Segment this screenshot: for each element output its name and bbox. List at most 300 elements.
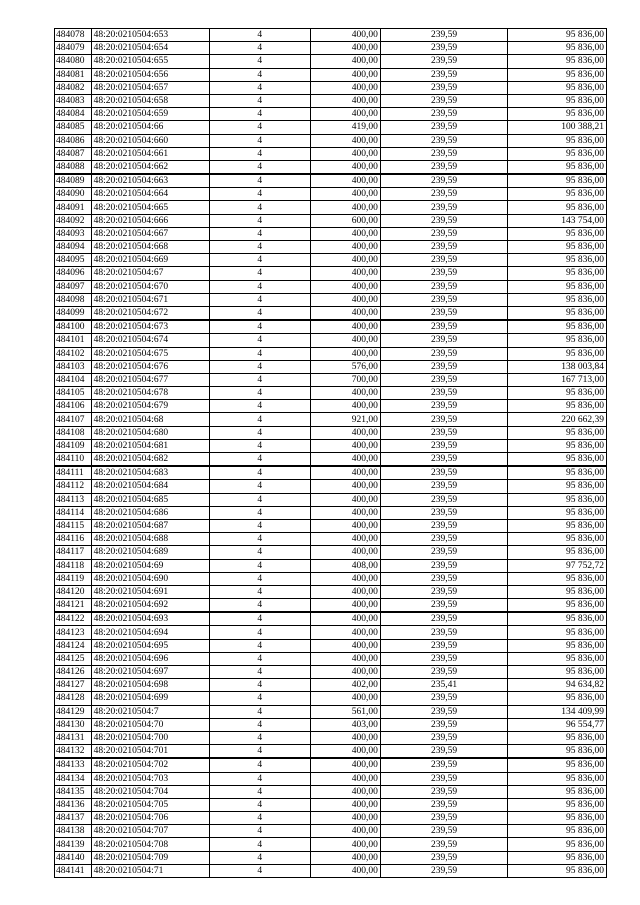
row-number-cell: 484120 <box>55 585 92 598</box>
table-row <box>55 360 607 373</box>
area-cell: 400,00 <box>310 493 380 506</box>
category-cell: 4 <box>209 506 310 519</box>
specific-value-cell: 239,59 <box>380 745 507 759</box>
row-number-cell: 484097 <box>55 280 92 293</box>
cadastral-value-cell: 95 836,00 <box>508 466 607 480</box>
cadastral-number-cell: 48:20:0210504:678 <box>91 387 209 400</box>
area-cell: 400,00 <box>310 81 380 94</box>
row-number-cell: 484101 <box>55 334 92 347</box>
cadastral-number-cell: 48:20:0210504:7 <box>91 705 209 718</box>
cadastral-number-cell: 48:20:0210504:707 <box>91 825 209 838</box>
row-number-cell: 484100 <box>55 320 92 334</box>
cadastral-value-cell: 100 388,21 <box>508 121 607 134</box>
area-cell: 400,00 <box>310 533 380 546</box>
row-number-cell: 484087 <box>55 147 92 160</box>
cadastral-value-cell: 95 836,00 <box>508 506 607 519</box>
row-number-cell: 484094 <box>55 241 92 254</box>
cadastral-number-cell: 48:20:0210504:706 <box>91 812 209 825</box>
category-cell: 4 <box>209 55 310 68</box>
table-row <box>55 864 607 877</box>
cadastral-number-cell: 48:20:0210504:702 <box>91 758 209 772</box>
table-row <box>55 785 607 798</box>
table-row <box>55 838 607 851</box>
row-number-cell: 484125 <box>55 652 92 665</box>
area-cell: 400,00 <box>310 439 380 452</box>
row-number-cell: 484141 <box>55 864 92 877</box>
cadastral-value-cell: 95 836,00 <box>508 731 607 744</box>
row-number-cell: 484093 <box>55 227 92 240</box>
table-row <box>55 546 607 559</box>
area-cell: 400,00 <box>310 320 380 334</box>
category-cell: 4 <box>209 453 310 467</box>
area-cell: 400,00 <box>310 480 380 493</box>
cadastral-number-cell: 48:20:0210504:703 <box>91 772 209 785</box>
table-row <box>55 267 607 280</box>
specific-value-cell: 239,59 <box>380 506 507 519</box>
specific-value-cell: 239,59 <box>380 705 507 718</box>
table-row <box>55 160 607 174</box>
table-row <box>55 453 607 467</box>
category-cell: 4 <box>209 413 310 426</box>
table-row <box>55 519 607 532</box>
category-cell: 4 <box>209 533 310 546</box>
category-cell: 4 <box>209 267 310 280</box>
table-body <box>55 29 607 878</box>
cadastral-value-cell: 95 836,00 <box>508 666 607 679</box>
row-number-cell: 484083 <box>55 94 92 107</box>
cadastral-value-cell: 95 836,00 <box>508 254 607 267</box>
table-row <box>55 29 607 42</box>
specific-value-cell: 239,59 <box>380 692 507 705</box>
area-cell: 408,00 <box>310 559 380 572</box>
specific-value-cell: 239,59 <box>380 227 507 240</box>
table-row <box>55 798 607 811</box>
area-cell: 400,00 <box>310 519 380 532</box>
area-cell: 400,00 <box>310 864 380 877</box>
category-cell: 4 <box>209 718 310 731</box>
cadastral-value-cell: 95 836,00 <box>508 825 607 838</box>
category-cell: 4 <box>209 426 310 439</box>
area-cell: 561,00 <box>310 705 380 718</box>
category-cell: 4 <box>209 241 310 254</box>
specific-value-cell: 239,59 <box>380 772 507 785</box>
cadastral-number-cell: 48:20:0210504:665 <box>91 201 209 214</box>
specific-value-cell: 239,59 <box>380 785 507 798</box>
table-row <box>55 426 607 439</box>
area-cell: 400,00 <box>310 731 380 744</box>
cadastral-value-cell: 95 836,00 <box>508 785 607 798</box>
area-cell: 400,00 <box>310 68 380 81</box>
table-row <box>55 718 607 731</box>
table-row <box>55 745 607 759</box>
table-row <box>55 626 607 639</box>
table-row <box>55 599 607 613</box>
cadastral-value-cell: 96 554,77 <box>508 718 607 731</box>
category-cell: 4 <box>209 320 310 334</box>
category-cell: 4 <box>209 147 310 160</box>
specific-value-cell: 239,59 <box>380 214 507 227</box>
cadastral-number-cell: 48:20:0210504:67 <box>91 267 209 280</box>
cadastral-value-cell: 95 836,00 <box>508 134 607 147</box>
area-cell: 921,00 <box>310 413 380 426</box>
row-number-cell: 484079 <box>55 42 92 55</box>
category-cell: 4 <box>209 838 310 851</box>
cadastral-value-cell: 220 662,39 <box>508 413 607 426</box>
specific-value-cell: 239,59 <box>380 360 507 373</box>
cadastral-number-cell: 48:20:0210504:680 <box>91 426 209 439</box>
row-number-cell: 484115 <box>55 519 92 532</box>
category-cell: 4 <box>209 772 310 785</box>
table-row <box>55 705 607 718</box>
row-number-cell: 484121 <box>55 599 92 613</box>
row-number-cell: 484117 <box>55 546 92 559</box>
row-number-cell: 484084 <box>55 108 92 121</box>
specific-value-cell: 239,59 <box>380 439 507 452</box>
table-row <box>55 825 607 838</box>
table-row <box>55 373 607 386</box>
specific-value-cell: 239,59 <box>380 533 507 546</box>
cadastral-value-cell: 95 836,00 <box>508 426 607 439</box>
cadastral-value-cell: 95 836,00 <box>508 160 607 174</box>
area-cell: 400,00 <box>310 838 380 851</box>
category-cell: 4 <box>209 825 310 838</box>
specific-value-cell: 239,59 <box>380 68 507 81</box>
specific-value-cell: 239,59 <box>380 798 507 811</box>
table-row <box>55 559 607 572</box>
row-number-cell: 484080 <box>55 55 92 68</box>
specific-value-cell: 239,59 <box>380 280 507 293</box>
specific-value-cell: 239,59 <box>380 413 507 426</box>
category-cell: 4 <box>209 29 310 42</box>
table-row <box>55 639 607 652</box>
cadastral-value-cell: 95 836,00 <box>508 572 607 585</box>
area-cell: 400,00 <box>310 745 380 759</box>
cadastral-number-cell: 48:20:0210504:658 <box>91 94 209 107</box>
specific-value-cell: 239,59 <box>380 639 507 652</box>
cadastral-number-cell: 48:20:0210504:694 <box>91 626 209 639</box>
specific-value-cell: 239,59 <box>380 559 507 572</box>
specific-value-cell: 239,59 <box>380 453 507 467</box>
row-number-cell: 484118 <box>55 559 92 572</box>
row-number-cell: 484112 <box>55 480 92 493</box>
cadastral-value-cell: 95 836,00 <box>508 612 607 626</box>
row-number-cell: 484108 <box>55 426 92 439</box>
cadastral-value-cell: 95 836,00 <box>508 306 607 320</box>
specific-value-cell: 239,59 <box>380 293 507 306</box>
area-cell: 400,00 <box>310 666 380 679</box>
cadastral-value-cell: 95 836,00 <box>508 147 607 160</box>
specific-value-cell: 239,59 <box>380 254 507 267</box>
cadastral-number-cell: 48:20:0210504:675 <box>91 347 209 360</box>
area-cell: 400,00 <box>310 626 380 639</box>
row-number-cell: 484109 <box>55 439 92 452</box>
category-cell: 4 <box>209 108 310 121</box>
row-number-cell: 484088 <box>55 160 92 174</box>
category-cell: 4 <box>209 42 310 55</box>
area-cell: 400,00 <box>310 201 380 214</box>
specific-value-cell: 239,59 <box>380 493 507 506</box>
table-row <box>55 306 607 320</box>
cadastral-number-cell: 48:20:0210504:69 <box>91 559 209 572</box>
area-cell: 400,00 <box>310 280 380 293</box>
area-cell: 400,00 <box>310 227 380 240</box>
table-row <box>55 812 607 825</box>
area-cell: 419,00 <box>310 121 380 134</box>
cadastral-value-cell: 143 754,00 <box>508 214 607 227</box>
category-cell: 4 <box>209 493 310 506</box>
cadastral-number-cell: 48:20:0210504:692 <box>91 599 209 613</box>
row-number-cell: 484132 <box>55 745 92 759</box>
area-cell: 400,00 <box>310 506 380 519</box>
specific-value-cell: 239,59 <box>380 334 507 347</box>
row-number-cell: 484085 <box>55 121 92 134</box>
row-number-cell: 484103 <box>55 360 92 373</box>
category-cell: 4 <box>209 692 310 705</box>
specific-value-cell: 239,59 <box>380 812 507 825</box>
category-cell: 4 <box>209 334 310 347</box>
table-row <box>55 413 607 426</box>
category-cell: 4 <box>209 864 310 877</box>
area-cell: 400,00 <box>310 334 380 347</box>
table-row <box>55 772 607 785</box>
row-number-cell: 484111 <box>55 466 92 480</box>
cadastral-value-cell: 95 836,00 <box>508 320 607 334</box>
category-cell: 4 <box>209 626 310 639</box>
specific-value-cell: 239,59 <box>380 201 507 214</box>
row-number-cell: 484091 <box>55 201 92 214</box>
category-cell: 4 <box>209 758 310 772</box>
cadastral-number-cell: 48:20:0210504:698 <box>91 679 209 692</box>
row-number-cell: 484136 <box>55 798 92 811</box>
category-cell: 4 <box>209 559 310 572</box>
cadastral-number-cell: 48:20:0210504:684 <box>91 480 209 493</box>
row-number-cell: 484082 <box>55 81 92 94</box>
table-row <box>55 121 607 134</box>
table-row <box>55 585 607 598</box>
cadastral-value-cell: 95 836,00 <box>508 280 607 293</box>
category-cell: 4 <box>209 785 310 798</box>
specific-value-cell: 239,59 <box>380 42 507 55</box>
category-cell: 4 <box>209 480 310 493</box>
row-number-cell: 484133 <box>55 758 92 772</box>
row-number-cell: 484140 <box>55 851 92 864</box>
category-cell: 4 <box>209 360 310 373</box>
category-cell: 4 <box>209 201 310 214</box>
specific-value-cell: 239,59 <box>380 585 507 598</box>
row-number-cell: 484123 <box>55 626 92 639</box>
cadastral-value-cell: 95 836,00 <box>508 745 607 759</box>
row-number-cell: 484095 <box>55 254 92 267</box>
category-cell: 4 <box>209 731 310 744</box>
table-row <box>55 506 607 519</box>
category-cell: 4 <box>209 121 310 134</box>
cadastral-value-cell: 95 836,00 <box>508 692 607 705</box>
row-number-cell: 484126 <box>55 666 92 679</box>
category-cell: 4 <box>209 134 310 147</box>
area-cell: 400,00 <box>310 134 380 147</box>
cadastral-value-cell: 95 836,00 <box>508 227 607 240</box>
cadastral-number-cell: 48:20:0210504:673 <box>91 320 209 334</box>
cadastral-number-cell: 48:20:0210504:663 <box>91 174 209 188</box>
area-cell: 400,00 <box>310 612 380 626</box>
category-cell: 4 <box>209 174 310 188</box>
category-cell: 4 <box>209 666 310 679</box>
area-cell: 400,00 <box>310 29 380 42</box>
area-cell: 400,00 <box>310 572 380 585</box>
area-cell: 400,00 <box>310 453 380 467</box>
category-cell: 4 <box>209 599 310 613</box>
cadastral-number-cell: 48:20:0210504:679 <box>91 400 209 413</box>
table-row <box>55 851 607 864</box>
area-cell: 400,00 <box>310 546 380 559</box>
cadastral-value-cell: 95 836,00 <box>508 81 607 94</box>
table-row <box>55 347 607 360</box>
table-row <box>55 612 607 626</box>
area-cell: 600,00 <box>310 214 380 227</box>
specific-value-cell: 239,59 <box>380 626 507 639</box>
specific-value-cell: 239,59 <box>380 426 507 439</box>
row-number-cell: 484116 <box>55 533 92 546</box>
row-number-cell: 484138 <box>55 825 92 838</box>
cadastral-number-cell: 48:20:0210504:666 <box>91 214 209 227</box>
category-cell: 4 <box>209 652 310 665</box>
cadastral-value-cell: 95 836,00 <box>508 798 607 811</box>
specific-value-cell: 239,59 <box>380 188 507 201</box>
specific-value-cell: 239,59 <box>380 666 507 679</box>
cadastral-value-cell: 95 836,00 <box>508 599 607 613</box>
cadastral-number-cell: 48:20:0210504:670 <box>91 280 209 293</box>
row-number-cell: 484114 <box>55 506 92 519</box>
cadastral-number-cell: 48:20:0210504:654 <box>91 42 209 55</box>
specific-value-cell: 235,41 <box>380 679 507 692</box>
area-cell: 400,00 <box>310 652 380 665</box>
table-row <box>55 227 607 240</box>
row-number-cell: 484137 <box>55 812 92 825</box>
category-cell: 4 <box>209 94 310 107</box>
specific-value-cell: 239,59 <box>380 480 507 493</box>
cadastral-number-cell: 48:20:0210504:664 <box>91 188 209 201</box>
cadastral-number-cell: 48:20:0210504:704 <box>91 785 209 798</box>
area-cell: 400,00 <box>310 147 380 160</box>
area-cell: 400,00 <box>310 254 380 267</box>
cadastral-number-cell: 48:20:0210504:705 <box>91 798 209 811</box>
table-row <box>55 42 607 55</box>
category-cell: 4 <box>209 188 310 201</box>
category-cell: 4 <box>209 572 310 585</box>
row-number-cell: 484098 <box>55 293 92 306</box>
specific-value-cell: 239,59 <box>380 160 507 174</box>
specific-value-cell: 239,59 <box>380 758 507 772</box>
cadastral-number-cell: 48:20:0210504:672 <box>91 306 209 320</box>
cadastral-number-cell: 48:20:0210504:671 <box>91 293 209 306</box>
row-number-cell: 484135 <box>55 785 92 798</box>
cadastral-value-cell: 95 836,00 <box>508 241 607 254</box>
cadastral-value-cell: 95 836,00 <box>508 400 607 413</box>
table-row <box>55 572 607 585</box>
area-cell: 400,00 <box>310 347 380 360</box>
cadastral-value-cell: 95 836,00 <box>508 519 607 532</box>
area-cell: 400,00 <box>310 812 380 825</box>
cadastral-value-cell: 95 836,00 <box>508 758 607 772</box>
cadastral-number-cell: 48:20:0210504:668 <box>91 241 209 254</box>
table-row <box>55 134 607 147</box>
category-cell: 4 <box>209 214 310 227</box>
category-cell: 4 <box>209 387 310 400</box>
area-cell: 400,00 <box>310 639 380 652</box>
cadastral-number-cell: 48:20:0210504:690 <box>91 572 209 585</box>
cadastral-value-cell: 95 836,00 <box>508 334 607 347</box>
cadastral-value-cell: 95 836,00 <box>508 108 607 121</box>
specific-value-cell: 239,59 <box>380 652 507 665</box>
cadastral-value-cell: 95 836,00 <box>508 812 607 825</box>
specific-value-cell: 239,59 <box>380 306 507 320</box>
area-cell: 400,00 <box>310 798 380 811</box>
row-number-cell: 484110 <box>55 453 92 467</box>
area-cell: 400,00 <box>310 599 380 613</box>
category-cell: 4 <box>209 160 310 174</box>
cadastral-value-cell: 95 836,00 <box>508 94 607 107</box>
category-cell: 4 <box>209 306 310 320</box>
cadastral-number-cell: 48:20:0210504:661 <box>91 147 209 160</box>
cadastral-value-table <box>54 28 607 878</box>
category-cell: 4 <box>209 679 310 692</box>
cadastral-value-cell: 95 836,00 <box>508 652 607 665</box>
specific-value-cell: 239,59 <box>380 174 507 188</box>
row-number-cell: 484078 <box>55 29 92 42</box>
area-cell: 700,00 <box>310 373 380 386</box>
specific-value-cell: 239,59 <box>380 599 507 613</box>
row-number-cell: 484081 <box>55 68 92 81</box>
row-number-cell: 484090 <box>55 188 92 201</box>
cadastral-number-cell: 48:20:0210504:676 <box>91 360 209 373</box>
row-number-cell: 484124 <box>55 639 92 652</box>
row-number-cell: 484139 <box>55 838 92 851</box>
area-cell: 400,00 <box>310 772 380 785</box>
table-row <box>55 692 607 705</box>
category-cell: 4 <box>209 612 310 626</box>
category-cell: 4 <box>209 227 310 240</box>
row-number-cell: 484119 <box>55 572 92 585</box>
table-row <box>55 731 607 744</box>
specific-value-cell: 239,59 <box>380 825 507 838</box>
area-cell: 400,00 <box>310 108 380 121</box>
specific-value-cell: 239,59 <box>380 94 507 107</box>
row-number-cell: 484086 <box>55 134 92 147</box>
row-number-cell: 484106 <box>55 400 92 413</box>
cadastral-number-cell: 48:20:0210504:656 <box>91 68 209 81</box>
cadastral-number-cell: 48:20:0210504:681 <box>91 439 209 452</box>
cadastral-value-cell: 95 836,00 <box>508 480 607 493</box>
area-cell: 400,00 <box>310 42 380 55</box>
area-cell: 400,00 <box>310 585 380 598</box>
table-row <box>55 108 607 121</box>
specific-value-cell: 239,59 <box>380 108 507 121</box>
area-cell: 400,00 <box>310 267 380 280</box>
cadastral-number-cell: 48:20:0210504:691 <box>91 585 209 598</box>
area-cell: 400,00 <box>310 851 380 864</box>
row-number-cell: 484102 <box>55 347 92 360</box>
category-cell: 4 <box>209 439 310 452</box>
cadastral-value-cell: 95 836,00 <box>508 439 607 452</box>
cadastral-value-cell: 95 836,00 <box>508 267 607 280</box>
table-row <box>55 400 607 413</box>
category-cell: 4 <box>209 254 310 267</box>
table-row <box>55 493 607 506</box>
area-cell: 400,00 <box>310 293 380 306</box>
table-row <box>55 201 607 214</box>
category-cell: 4 <box>209 68 310 81</box>
area-cell: 403,00 <box>310 718 380 731</box>
